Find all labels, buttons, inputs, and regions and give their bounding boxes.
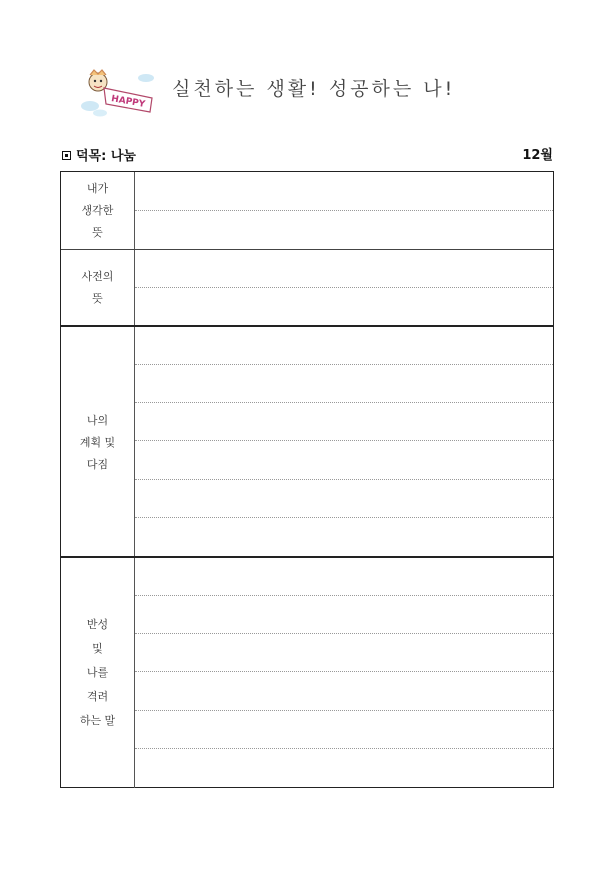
dotted-guide-line bbox=[135, 479, 553, 480]
section-dictionary-meaning bbox=[61, 249, 553, 326]
section-label bbox=[61, 172, 135, 249]
month-label: 12월 bbox=[522, 148, 553, 163]
writing-area-dictionary-meaning[interactable] bbox=[135, 250, 553, 326]
dotted-guide-line bbox=[135, 748, 553, 749]
virtue-heading bbox=[62, 145, 136, 164]
worksheet-table bbox=[60, 171, 554, 788]
dotted-guide-line bbox=[135, 595, 553, 596]
writing-area-reflection[interactable] bbox=[135, 558, 553, 788]
section-my-meaning bbox=[61, 172, 553, 249]
label-line: 뜻 bbox=[92, 292, 103, 305]
label-line: 다짐 bbox=[86, 457, 109, 471]
happy-logo-illustration bbox=[78, 66, 158, 118]
label-line: 반성 bbox=[86, 618, 109, 631]
writing-area-plan[interactable] bbox=[135, 327, 553, 558]
dotted-guide-line bbox=[135, 710, 553, 711]
page-title: 실천하는 생활! 성공하는 나! bbox=[172, 78, 456, 100]
label-line: 내가 bbox=[86, 181, 109, 195]
dotted-guide-line bbox=[135, 210, 553, 211]
dotted-guide-line bbox=[135, 517, 553, 518]
label-line: 및 bbox=[92, 642, 103, 655]
svg-text:HAPPY: HAPPY bbox=[110, 94, 146, 110]
section-reflection bbox=[61, 556, 553, 788]
square-bullet-icon bbox=[62, 151, 71, 160]
section-label bbox=[61, 250, 135, 326]
label-line: 사전의 bbox=[81, 270, 114, 283]
dotted-guide-line bbox=[135, 440, 553, 441]
dotted-guide-line bbox=[135, 287, 553, 288]
virtue-label: 덕목: 나눔 bbox=[76, 149, 136, 164]
dotted-guide-line bbox=[135, 633, 553, 634]
label-line: 격려 bbox=[86, 690, 109, 703]
dotted-guide-line bbox=[135, 402, 553, 403]
label-line: 생각한 bbox=[81, 203, 114, 217]
label-line: 나의 bbox=[86, 413, 109, 427]
dotted-guide-line bbox=[135, 671, 553, 672]
section-plan bbox=[61, 325, 553, 558]
section-label bbox=[61, 327, 135, 558]
section-label bbox=[61, 558, 135, 788]
dotted-guide-line bbox=[135, 364, 553, 365]
label-line: 뜻 bbox=[92, 225, 103, 239]
label-line: 하는 말 bbox=[79, 714, 116, 727]
label-line: 계획 및 bbox=[79, 435, 116, 449]
writing-area-my-meaning[interactable] bbox=[135, 172, 553, 249]
label-line: 나를 bbox=[86, 666, 109, 679]
